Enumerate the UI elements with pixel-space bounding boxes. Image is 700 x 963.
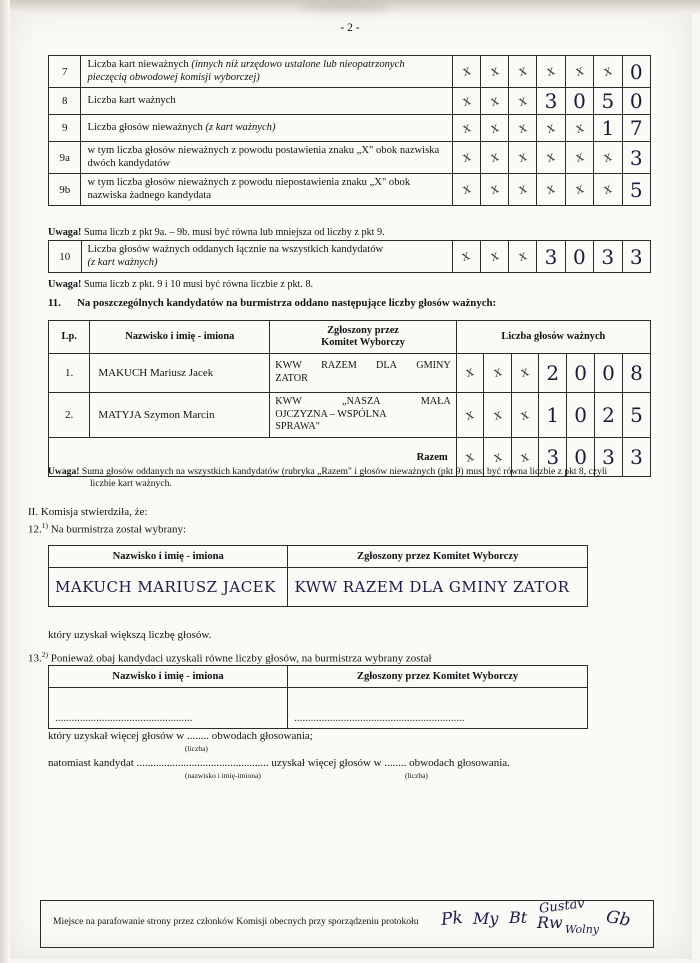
- table-row: [49, 56, 651, 88]
- table-row: [49, 241, 651, 273]
- item-13: 13.$^{2)}$ Ponieważ obaj kandydaci uzyskali równe liczby głosów, na burmistrza wybrany został: [28, 650, 432, 665]
- signature-mark: Pk: [440, 907, 464, 931]
- row-number: 10: [49, 241, 82, 273]
- item-13-number: 13.: [28, 652, 42, 665]
- scan-smudge: [300, 2, 390, 12]
- table-row: [49, 115, 651, 142]
- signature-mark: Gustav: [538, 896, 586, 917]
- row-number: 8: [49, 88, 81, 115]
- digit-box: x: [565, 115, 593, 142]
- footnote-tie-line2: natomiast kandydat ................................................ uzyskał więcej głosów w ........ obwodach głosowania.: [48, 757, 510, 769]
- note-label: Uwaga!: [48, 279, 82, 290]
- item-13-text: Ponieważ obaj kandydaci uzyskali równe liczby głosów, na burmistrza wybrany został: [50, 652, 432, 665]
- row-description: [81, 241, 452, 273]
- digit-box: 3: [537, 241, 565, 273]
- item-12-number: 12.: [28, 523, 42, 536]
- section-11-title: Na poszczególnych kandydatów na burmistrza oddano następujące liczby głosów ważnych:: [77, 297, 497, 309]
- table-header-row: [49, 321, 651, 354]
- table-row: [49, 142, 651, 174]
- item-12: 12.$^{1)}$ Na burmistrza został wybrany:: [28, 521, 187, 536]
- candidate-name: MAKUCH Mariusz Jacek: [90, 353, 270, 392]
- note-uwaga-2: [48, 279, 313, 290]
- digit-box: x: [452, 174, 480, 206]
- section-2-heading: II. Komisja stwierdziła, że:: [28, 506, 148, 518]
- digit-box: 2: [539, 353, 567, 392]
- digit-box: x: [537, 56, 565, 88]
- footnote-tie-sub1: (liczba): [185, 744, 208, 753]
- signature-box: [40, 896, 654, 948]
- digit-box: 0: [565, 241, 593, 273]
- row-description: [81, 115, 452, 142]
- digit-box: x: [509, 142, 537, 174]
- digit-box: x: [509, 241, 537, 273]
- page-number: - 2 -: [340, 22, 360, 34]
- note-text: Suma liczb z pkt 9a. – 9b. musi być równa lub mniejsza od liczby z pkt 9.: [83, 227, 385, 238]
- digit-box: x: [484, 438, 512, 477]
- candidate-committee: KWW RAZEM DLA GMINY ZATOR: [270, 353, 457, 392]
- digit-box: 1: [539, 392, 567, 437]
- signature-mark: Wolny: [565, 923, 599, 936]
- digit-box: 3: [622, 438, 650, 477]
- row-description-italic: (z kart ważnych): [205, 121, 276, 133]
- row-description: [81, 88, 452, 115]
- digit-box: x: [537, 142, 565, 174]
- digit-box: 3: [594, 241, 622, 273]
- digit-box: x: [452, 88, 480, 115]
- digit-box: x: [565, 174, 593, 206]
- digit-box: 3: [537, 88, 565, 115]
- digit-box: 8: [622, 353, 650, 392]
- digit-box: x: [594, 174, 622, 206]
- digit-box: 0: [622, 56, 650, 88]
- table-row: [49, 392, 651, 437]
- digit-box: x: [480, 56, 508, 88]
- table-row: [49, 88, 651, 115]
- footnote-tie-sub2a: (nazwisko i imię-imiona): [185, 771, 261, 780]
- header-committee: Zgłoszony przez Komitet Wyborczy: [288, 546, 588, 568]
- digit-box: x: [452, 115, 480, 142]
- digit-box: 0: [567, 353, 595, 392]
- digit-box: x: [480, 142, 508, 174]
- digit-box: x: [456, 438, 484, 477]
- digit-box: x: [484, 392, 512, 437]
- table-row: [49, 688, 588, 729]
- total-label: Razem: [49, 438, 457, 477]
- digit-box: x: [537, 174, 565, 206]
- table-row: [49, 174, 651, 206]
- digit-box: 5: [594, 88, 622, 115]
- digit-box: x: [511, 438, 539, 477]
- signature-mark: Gb: [604, 907, 633, 931]
- digit-box: x: [509, 174, 537, 206]
- table-header-row: [49, 546, 588, 568]
- header-committee: Zgłoszony przez Komitet Wyborczy: [288, 666, 588, 688]
- header-votes: Liczba głosów ważnych: [456, 321, 650, 354]
- digit-box: x: [452, 241, 480, 273]
- candidates-table: [48, 320, 651, 477]
- digit-box: x: [537, 115, 565, 142]
- vote-counts-table: [48, 55, 651, 206]
- footnote-tie-line1: który uzyskał więcej głosów w ........ obwodach głosowania;: [48, 730, 313, 742]
- row-description-plain: Liczba głosów nieważnych: [87, 121, 206, 133]
- candidate-lp: 2.: [49, 392, 90, 437]
- row-description: w tym liczba głosów nieważnych z powodu niepostawienia znaku „X" obok nazwiska żadnego kandydata: [81, 174, 452, 206]
- note-label: Uwaga!: [48, 466, 80, 477]
- digit-box: 3: [595, 438, 623, 477]
- vote-counts-table-row10: [48, 240, 651, 273]
- header-name: Nazwisko i imię - imiona: [90, 321, 270, 354]
- digit-box: x: [565, 56, 593, 88]
- note-text-line2: liczbie kart ważnych.: [90, 478, 172, 490]
- digit-box: 0: [567, 392, 595, 437]
- scan-edge-left: [0, 0, 10, 963]
- digit-box: 3: [539, 438, 567, 477]
- section-11-heading: [48, 297, 496, 309]
- digit-box: x: [594, 142, 622, 174]
- row-description-italic: (z kart ważnych): [87, 256, 158, 268]
- row-number: 9b: [49, 174, 81, 206]
- digit-box: x: [509, 115, 537, 142]
- signature-box-label: Miejsce na parafowanie strony przez członków Komisji obecnych przy sporządzeniu protokołu: [53, 916, 419, 927]
- digit-box: x: [456, 392, 484, 437]
- note-label: Uwaga!: [48, 227, 82, 238]
- row-number: 7: [49, 56, 81, 88]
- header-name: Nazwisko i imię - imiona: [49, 666, 288, 688]
- row-description-plain: Liczba głosów ważnych oddanych łącznie na wszystkich kandydatów: [87, 244, 384, 255]
- candidate-committee: KWW „NASZA MAŁA OJCZYZNA – WSPÓLNA SPRAWA": [270, 392, 457, 437]
- note-uwaga-1: [48, 227, 385, 238]
- digit-box: x: [484, 353, 512, 392]
- digit-box: 0: [567, 438, 595, 477]
- signature-mark: Bt: [509, 908, 528, 927]
- digit-box: x: [480, 241, 508, 273]
- tie-table: [48, 665, 588, 729]
- section-11-number: 11.: [48, 297, 61, 309]
- digit-box: x: [594, 56, 622, 88]
- footnote-tie-sub2b: (liczba): [405, 771, 428, 780]
- header-name: Nazwisko i imię - imiona: [49, 546, 288, 568]
- item-12-text: Na burmistrza został wybrany:: [50, 523, 187, 536]
- note-text-line1: Suma głosów oddanych na wszystkich kandydatów (rubryka „Razem" i głosów nieważnych (pkt 9) musi być równa liczbie z pkt 8, czyli: [81, 466, 608, 477]
- row-description-plain: Liczba kart nieważnych: [87, 59, 192, 70]
- digit-box: x: [509, 56, 537, 88]
- digit-box: x: [456, 353, 484, 392]
- digit-box: 0: [595, 353, 623, 392]
- digit-box: 5: [622, 174, 650, 206]
- digit-box: x: [480, 115, 508, 142]
- digit-box: 3: [622, 241, 651, 273]
- footnote-after-winner: który uzyskał większą liczbę głosów.: [48, 629, 212, 641]
- digit-box: x: [511, 392, 539, 437]
- header-committee: Zgłoszony przez Komitet Wyborczy: [270, 321, 457, 354]
- digit-box: 7: [622, 115, 650, 142]
- table-header-row: [49, 666, 588, 688]
- digit-box: 0: [565, 88, 593, 115]
- signature-mark: My: [473, 909, 499, 928]
- digit-box: 2: [595, 392, 623, 437]
- winner-table: [48, 545, 588, 607]
- winner-committee-handwritten: KWW RAZEM DLA GMINY ZATOR: [288, 568, 588, 607]
- note-text: Suma liczb z pkt. 9 i 10 musi być równa liczbie z pkt. 8.: [83, 279, 314, 290]
- digit-box: x: [452, 142, 480, 174]
- digit-box: 0: [622, 88, 650, 115]
- digit-box: 1: [594, 115, 622, 142]
- digit-box: x: [452, 56, 480, 88]
- digit-box: x: [480, 174, 508, 206]
- tie-committee-blank[interactable]: ..............................................................: [288, 688, 588, 729]
- row-description: w tym liczba głosów nieważnych z powodu postawienia znaku „X" obok nazwiska dwóch kandydatów: [81, 142, 452, 174]
- digit-box: x: [509, 88, 537, 115]
- signature-mark: Rw: [537, 913, 563, 932]
- table-row: [49, 353, 651, 392]
- digit-box: x: [511, 353, 539, 392]
- row-number: 9a: [49, 142, 81, 174]
- candidate-name: MATYJA Szymon Marcin: [90, 392, 270, 437]
- digit-box: 3: [622, 142, 650, 174]
- digit-box: x: [480, 88, 508, 115]
- note-uwaga-3: [48, 466, 648, 491]
- digit-box: 5: [622, 392, 650, 437]
- row-description: [81, 56, 452, 88]
- table-row: [49, 568, 588, 607]
- row-number: 9: [49, 115, 81, 142]
- row-description-italic: (innych niż urzędowo ustalone lub nieopatrzonych pieczęcią obwodowej komisji wyborczej): [87, 59, 405, 83]
- candidate-lp: 1.: [49, 353, 90, 392]
- row-description-plain: Liczba kart ważnych: [87, 94, 176, 106]
- tie-name-blank[interactable]: ..................................................: [49, 688, 288, 729]
- header-lp: Lp.: [49, 321, 90, 354]
- winner-name-handwritten: MAKUCH MARIUSZ JACEK: [49, 568, 288, 607]
- digit-box: x: [565, 142, 593, 174]
